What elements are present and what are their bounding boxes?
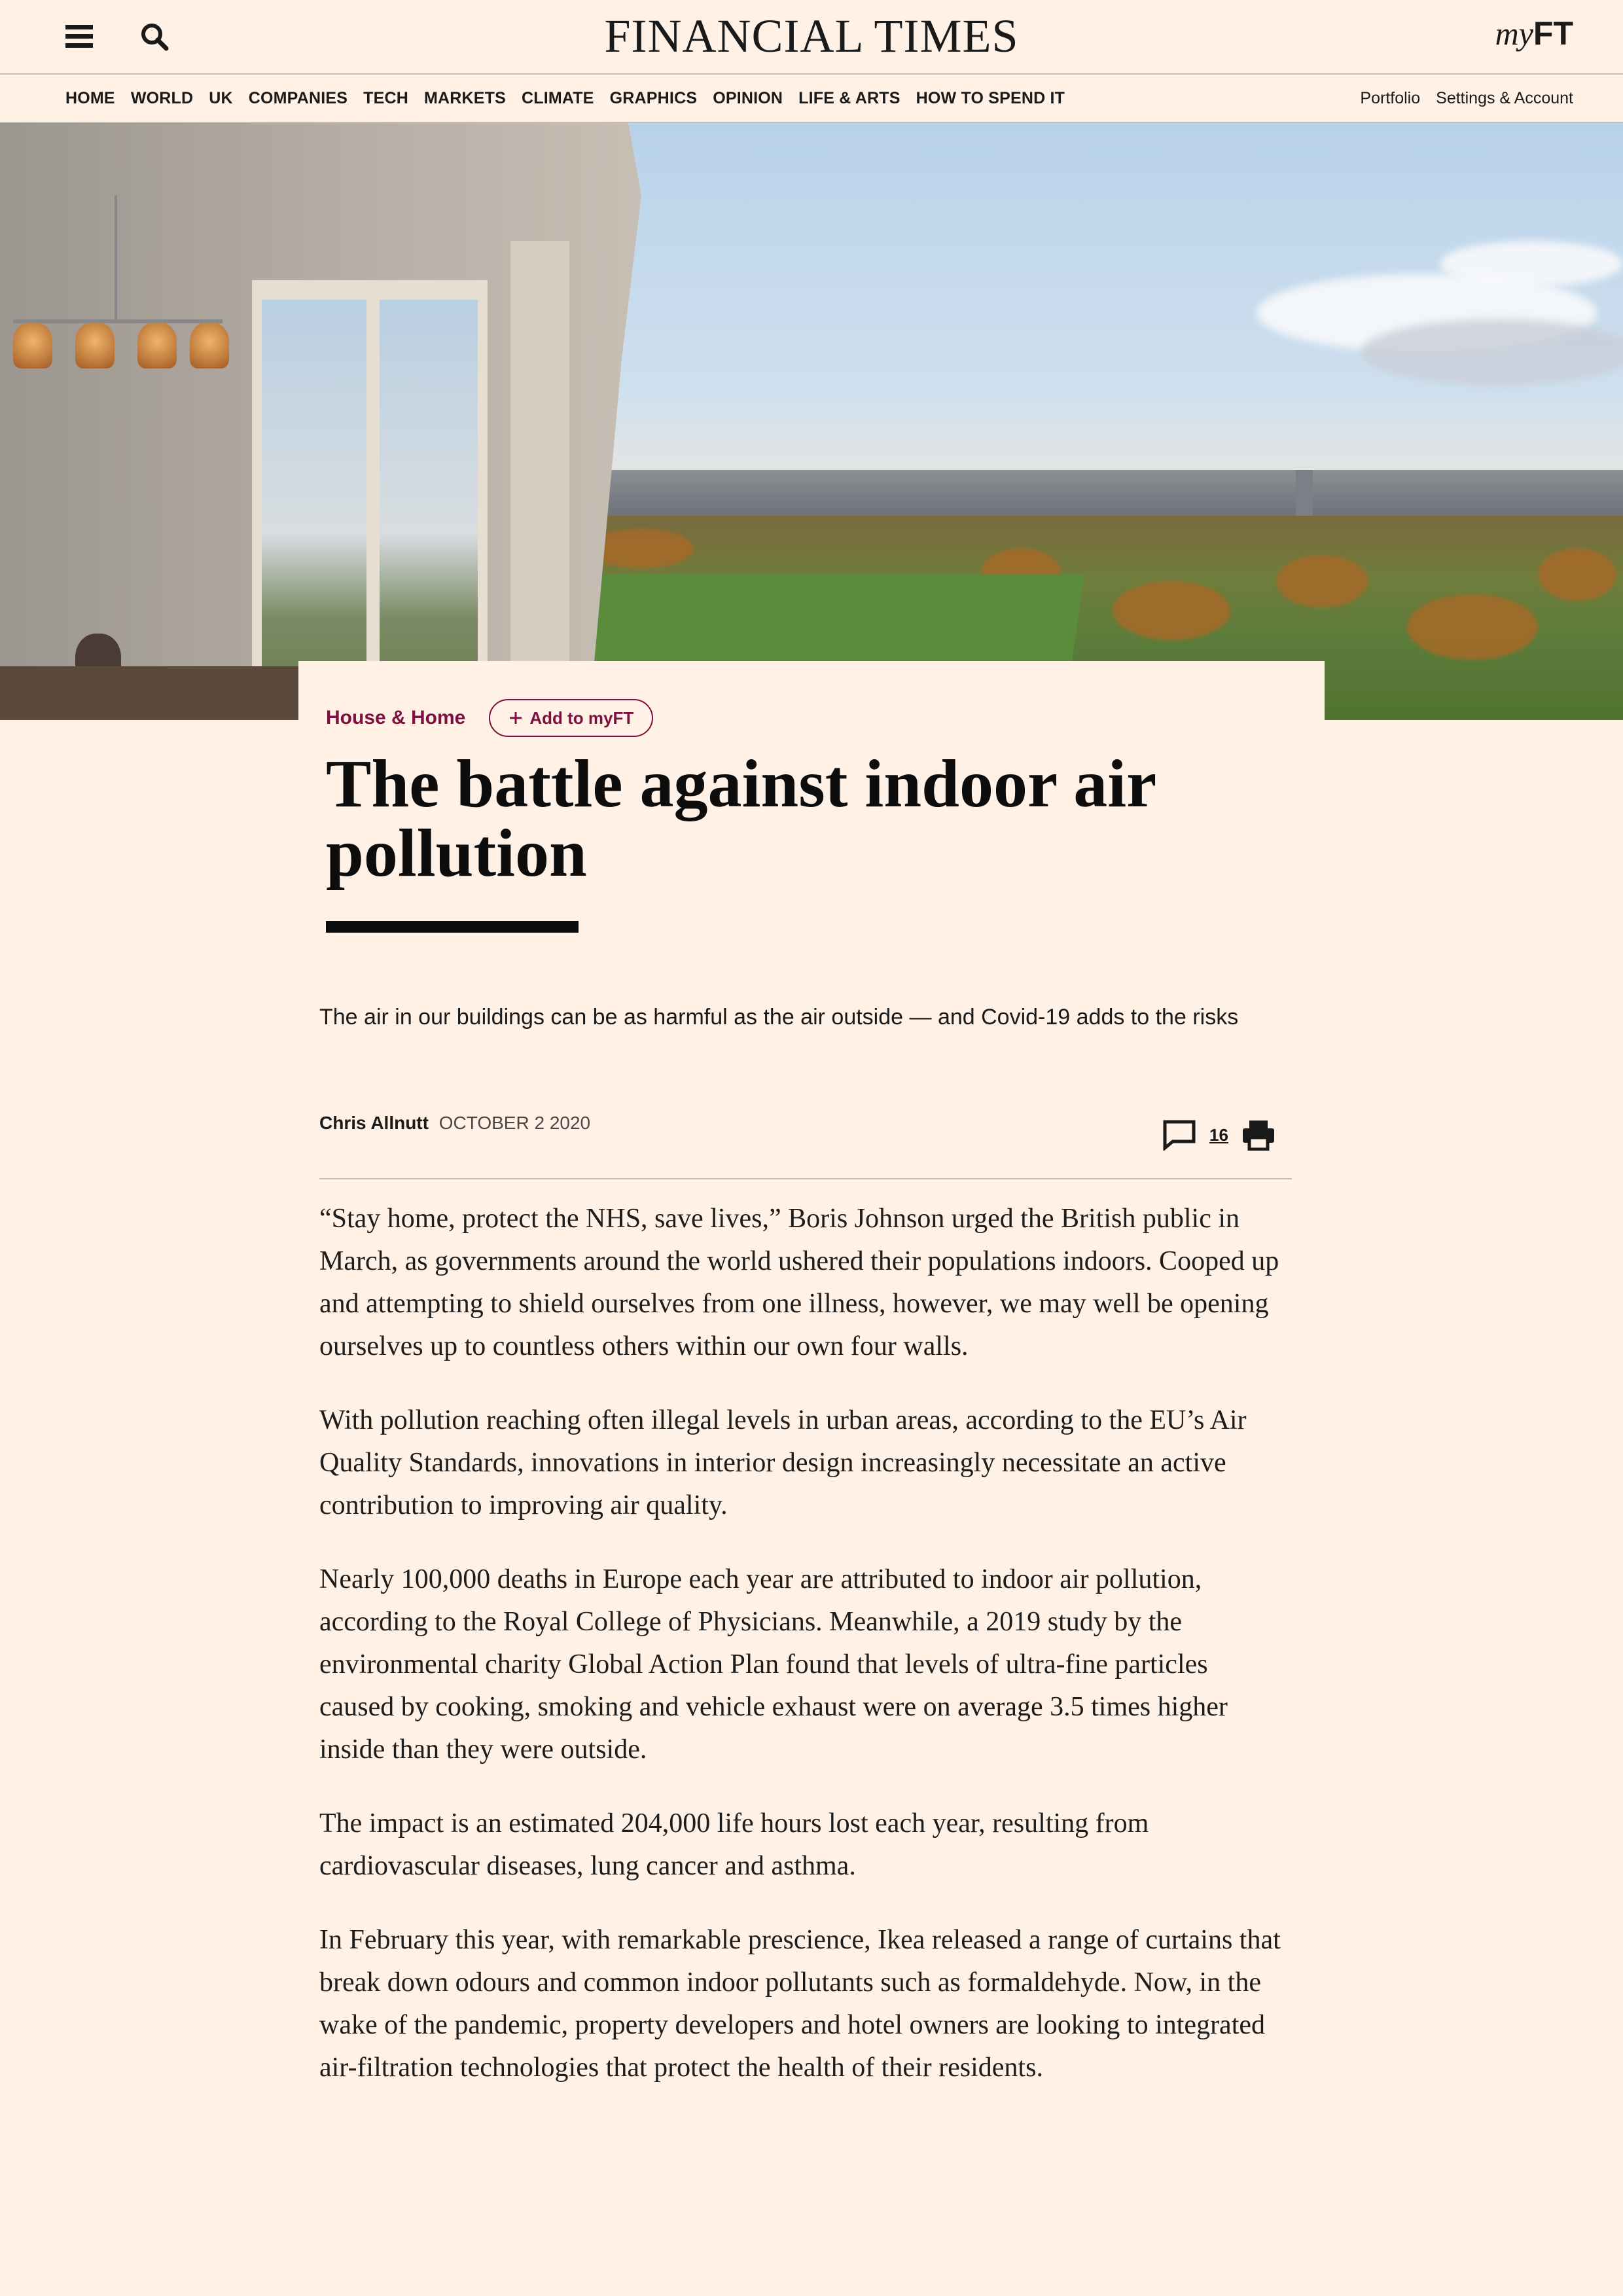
nav-item-life-arts[interactable]: LIFE & ARTS: [798, 89, 901, 107]
nav-item-uk[interactable]: UK: [209, 89, 233, 107]
myft-my: my: [1495, 15, 1533, 52]
nav-item-companies[interactable]: COMPANIES: [248, 89, 348, 107]
primary-nav: [0, 75, 1623, 123]
divider: [319, 1178, 1292, 1179]
author-link[interactable]: Chris Allnutt: [319, 1113, 429, 1133]
nav-item-markets[interactable]: MARKETS: [423, 89, 506, 107]
comment-count[interactable]: 16: [1209, 1124, 1228, 1145]
article-paragraph: Nearly 100,000 deaths in Europe each year are attributed to indoor air pollution, according to the Royal College of Physicians. Meanwhile, a 2019 study by the environmental charity Global Action Plan found that levels of ultra-fine particles caused by cooking, smoking and vehicle exhaust were on average 3.5 times higher inside than they were outside.: [319, 1564, 1228, 1765]
nav-item-home[interactable]: HOME: [65, 89, 115, 107]
publish-date: OCTOBER 2 2020: [438, 1113, 591, 1133]
article-standfirst: The air in our buildings can be as harmful as the air outside — and Covid-19 adds to the risks: [319, 1005, 1239, 1030]
myft-ft: FT: [1533, 15, 1573, 52]
article-card: [298, 661, 1325, 2186]
nav-item-climate[interactable]: CLIMATE: [521, 89, 594, 107]
article-headline: The battle against indoor air pollution: [326, 746, 1156, 891]
print-icon[interactable]: [1241, 1119, 1275, 1151]
nav-item-how-to-spend-it[interactable]: HOW TO SPEND IT: [916, 89, 1065, 107]
section-link[interactable]: House & Home: [326, 707, 466, 728]
nav-portfolio-link[interactable]: Portfolio: [1360, 89, 1421, 107]
add-to-myft-button[interactable]: [489, 699, 653, 737]
article-tools: [1162, 1119, 1275, 1151]
article-paragraph: “Stay home, protect the NHS, save lives,” Boris Johnson urged the British public in March, as governments around the world ushered their populations indoors. Cooped up and attempting to shield ourselves from one illness, however, we may well be opening ourselves up to countless others within our own four walls.: [319, 1204, 1279, 1361]
nav-item-opinion[interactable]: OPINION: [713, 89, 783, 107]
comment-icon[interactable]: [1162, 1119, 1196, 1151]
article-paragraph: In February this year, with remarkable prescience, Ikea released a range of curtains that break down odours and common indoor pollutants such as formaldehyde. Now, in the wake of the pandemic, property developers and hotel owners are looking to integrated air-filtration technologies that protect the health of their residents.: [319, 1925, 1281, 2083]
article-paragraph: The impact is an estimated 204,000 life hours lost each year, resulting from cardiovascular diseases, lung cancer and asthma.: [319, 1808, 1149, 1881]
nav-item-world[interactable]: WORLD: [130, 89, 194, 107]
nav-item-graphics[interactable]: GRAPHICS: [609, 89, 698, 107]
nav-item-tech[interactable]: TECH: [363, 89, 408, 107]
article-body: [319, 1198, 1281, 2121]
add-to-myft-label: Add to myFT: [529, 708, 634, 728]
top-bar: [0, 0, 1623, 75]
nav-settings-account-link[interactable]: Settings & Account: [1436, 89, 1573, 107]
hero-image: [0, 123, 1623, 720]
article-paragraph: With pollution reaching often illegal levels in urban areas, according to the EU’s Air Quality Standards, innovations in interior design increasingly necessitate an active contribution to improving air quality.: [319, 1405, 1247, 1520]
byline: [319, 1113, 590, 1134]
myft-link[interactable]: [1495, 14, 1573, 52]
ft-masthead-logo[interactable]: FINANCIAL TIMES: [604, 10, 1019, 62]
headline-rule: [326, 921, 579, 933]
plus-icon: [508, 711, 523, 725]
